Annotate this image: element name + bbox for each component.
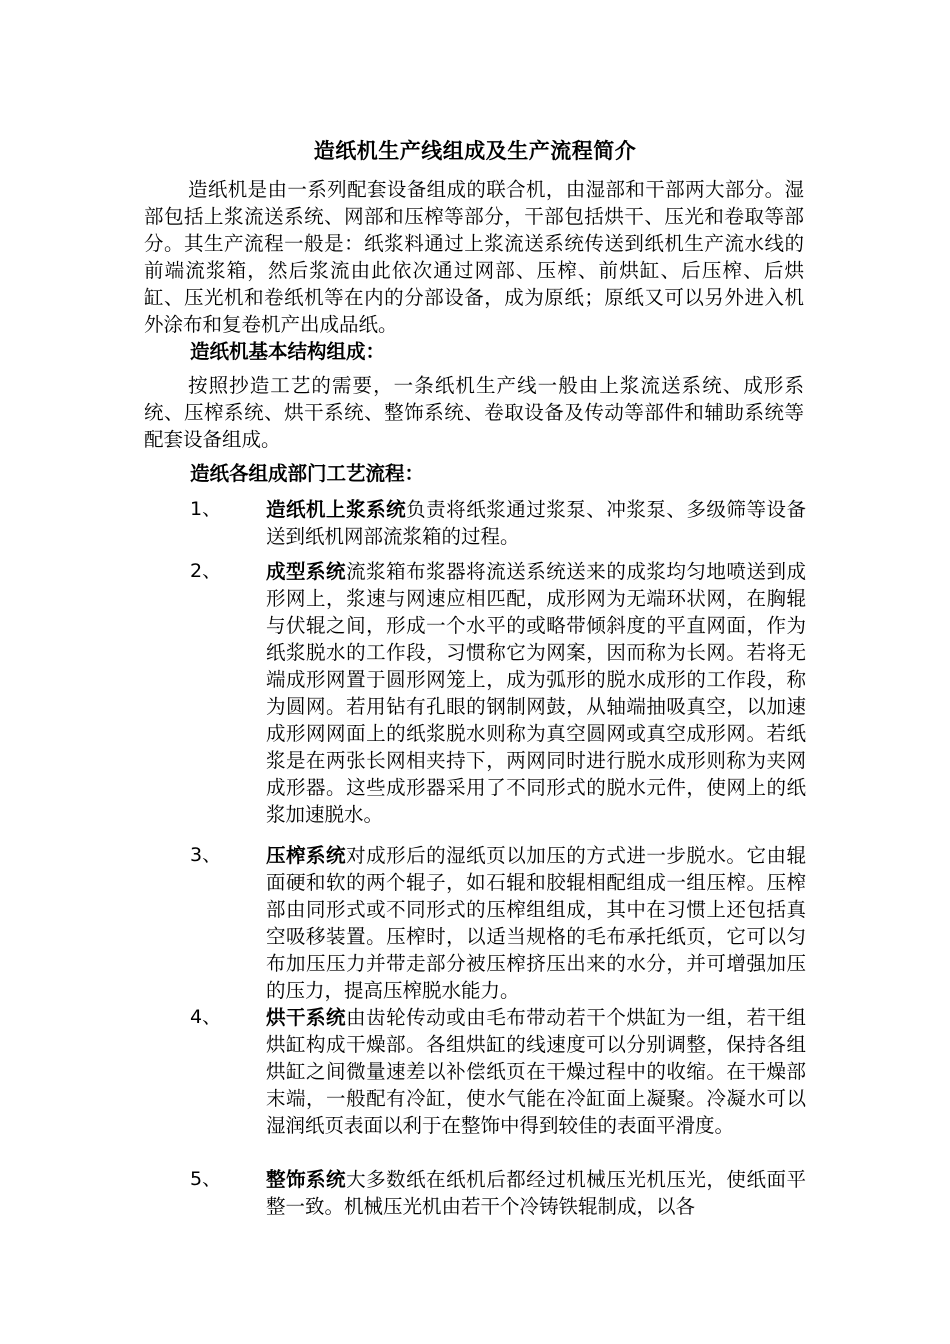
document-title: 造纸机生产线组成及生产流程简介: [313, 138, 637, 163]
list-item-term: 整饰系统: [266, 1168, 347, 1191]
list-item-number: 4、: [190, 1006, 222, 1028]
list-item-body: [266, 558, 806, 828]
list-item-text: 负责将纸浆通过浆泵、冲浆泵、多级筛等设备送到纸机网部流浆箱的过程。: [266, 498, 806, 548]
list-item-text: 对成形后的湿纸页以加压的方式进一步脱水。它由辊面硬和软的两个辊子，如石辊和胶辊相配组成一组压榨。压榨部由同形式或不同形式的压榨组组成，其中在习惯上还包括真空吸移装置。压榨时，以适当规格的毛布承托纸页，它可以匀布加压压力并带走部分被压榨挤压出来的水分，并可增强加压的压力，提高压榨脱水能力。: [266, 844, 806, 1002]
list-item-term: 烘干系统: [266, 1006, 347, 1029]
section-heading-process: 造纸各组成部门工艺流程：: [190, 462, 425, 485]
structure-paragraph: 按照抄造工艺的需要，一条纸机生产线一般由上浆流送系统、成形系统、压榨系统、烘干系统、整饰系统、卷取设备及传动等部件和辅助系统等配套设备组成。: [144, 374, 804, 451]
list-item-term: 造纸机上浆系统: [266, 498, 407, 521]
list-item-body: [266, 496, 806, 550]
intro-paragraph: 造纸机是由一系列配套设备组成的联合机，由湿部和干部两大部分。湿部包括上浆流送系统、网部和压榨等部分，干部包括烘干、压光和卷取等部分。其生产流程一般是：纸浆料通过上浆流送系统传送到纸机生产流水线的前端流浆箱，然后浆流由此依次通过网部、压榨、前烘缸、后压榨、后烘缸、压光机和卷纸机等在内的分部设备，成为原纸；原纸又可以另外进入机外涂布和复卷机产出成品纸。: [144, 178, 804, 336]
list-item-text: 大多数纸在纸机后都经过机械压光机压光，使纸面平整一致。机械压光机由若干个冷铸铁辊制成，以各: [266, 1168, 806, 1218]
list-item-number: 5、: [190, 1168, 222, 1190]
list-item-number: 2、: [190, 560, 222, 582]
list-item-body: [266, 1004, 806, 1139]
list-item-body: [266, 842, 806, 1004]
list-item-text: 流浆箱布浆器将流送系统送来的成浆均匀地喷送到成形网上，浆速与网速应相匹配，成形网为无端环状网，在胸辊与伏辊之间，形成一个水平的或略带倾斜度的平直网面，作为纸浆脱水的工作段，习惯称它为网案，因而称为长网。若将无端成形网置于圆形网笼上，成为弧形的脱水成形的工作段，称为圆网。若用钻有孔眼的钢制网鼓，从轴端抽吸真空，以加速成形网网面上的纸浆脱水则称为真空圆网或真空成形网。若纸浆是在两张长网相夹持下，两网同时进行脱水成形则称为夹网成形器。这些成形器采用了不同形式的脱水元件，使网上的纸浆加速脱水。: [266, 560, 806, 826]
list-item-number: 3、: [190, 844, 222, 866]
list-item-body: [266, 1166, 806, 1220]
section-heading-structure: 造纸机基本结构组成：: [190, 340, 386, 363]
list-item-term: 成型系统: [266, 560, 347, 583]
list-item-number: 1、: [190, 498, 222, 520]
list-item-text: 由齿轮传动或由毛布带动若干个烘缸为一组，若干组烘缸构成干燥部。各组烘缸的线速度可以分别调整，保持各组烘缸之间微量速差以补偿纸页在干燥过程中的收缩。在干燥部末端，一般配有冷缸，使水气能在冷缸面上凝聚。冷凝水可以湿润纸页表面以利于在整饰中得到较佳的表面平滑度。: [266, 1006, 806, 1137]
list-item-term: 压榨系统: [266, 844, 347, 867]
